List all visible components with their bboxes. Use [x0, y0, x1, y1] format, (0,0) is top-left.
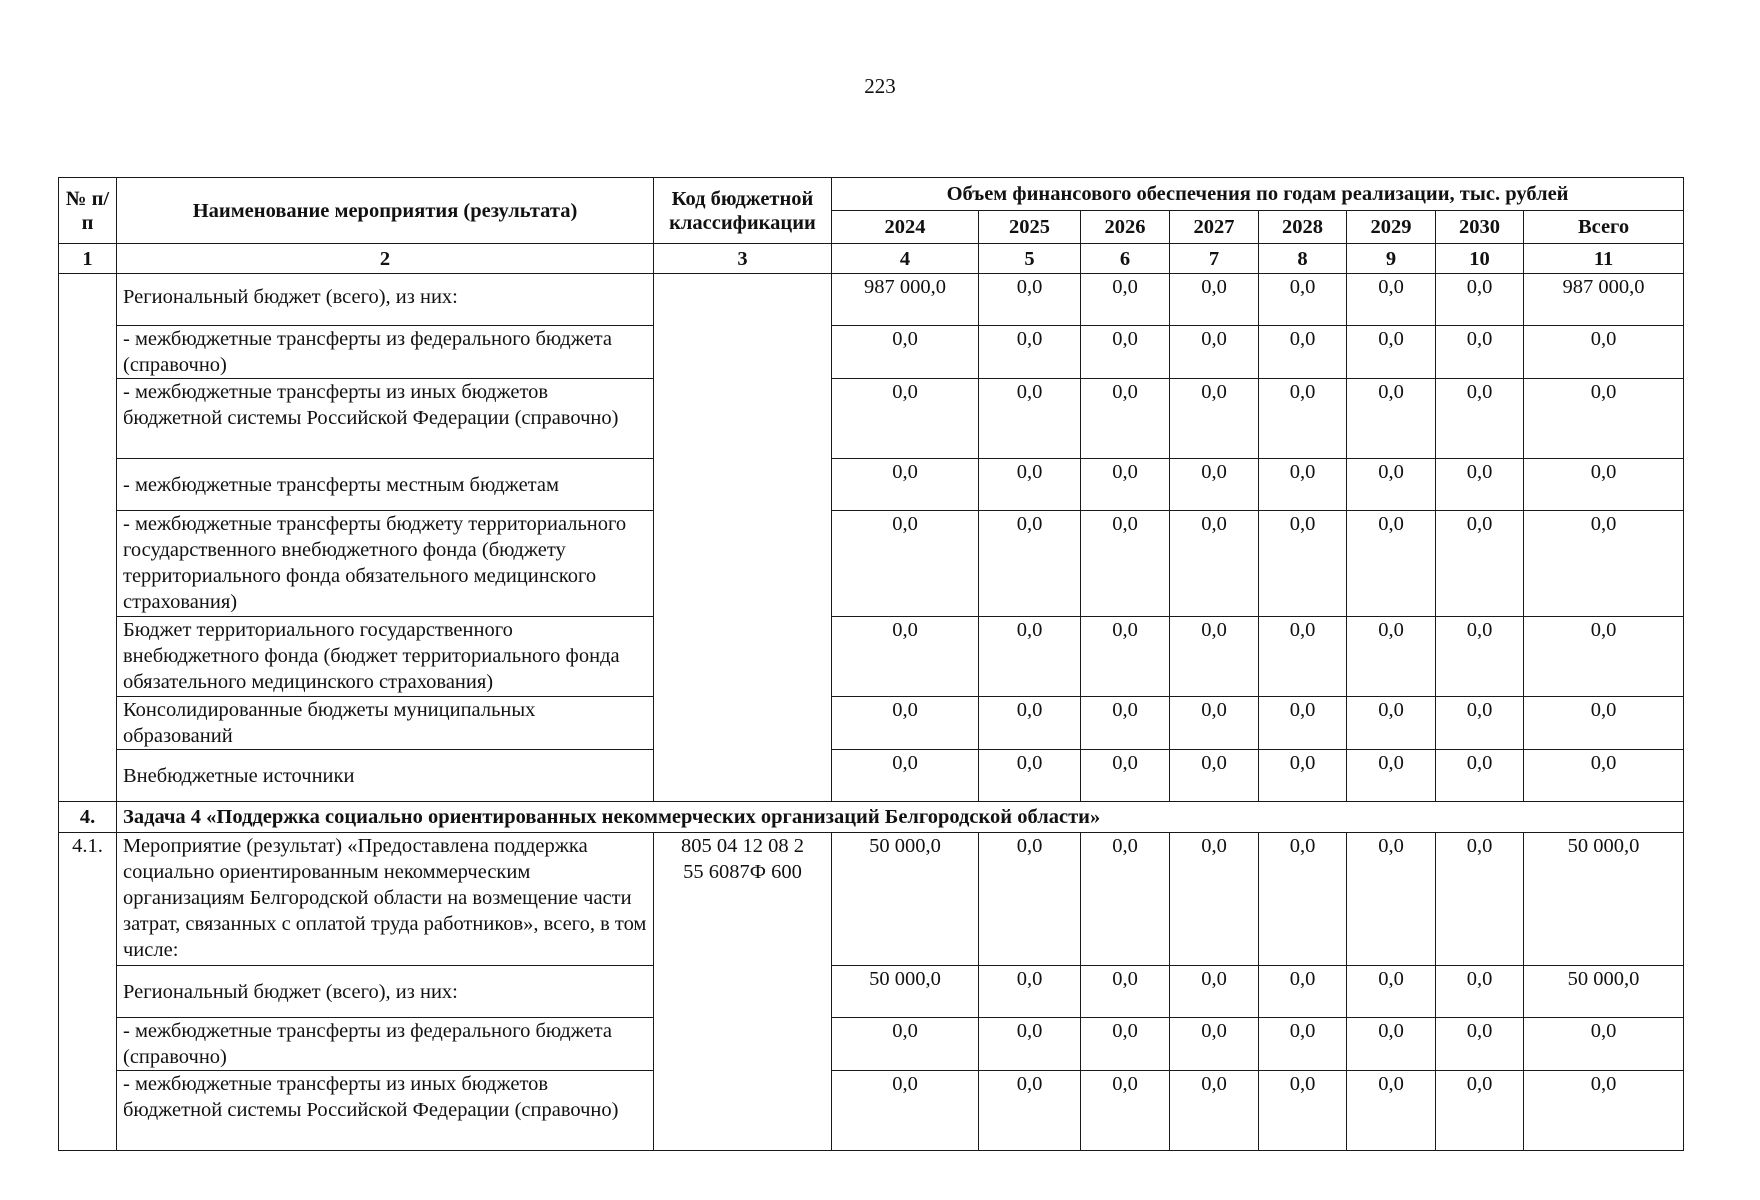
- value-cell: 0,0: [1081, 459, 1170, 511]
- budget-code: 805 04 12 08 2 55 6087Ф 600: [654, 833, 832, 1151]
- value-cell: 0,0: [1347, 274, 1436, 326]
- value-cell: 0,0: [832, 511, 979, 617]
- header-year: 2024: [832, 211, 979, 244]
- header-year: 2025: [979, 211, 1081, 244]
- value-cell: 0,0: [1436, 966, 1524, 1018]
- value-cell: 0,0: [1524, 511, 1684, 617]
- value-cell: 987 000,0: [832, 274, 979, 326]
- header-year: 2029: [1347, 211, 1436, 244]
- value-cell: 0,0: [1347, 833, 1436, 966]
- value-cell: 0,0: [832, 326, 979, 379]
- value-cell: 0,0: [1259, 326, 1347, 379]
- table-row: [59, 274, 1684, 326]
- value-cell: 50 000,0: [1524, 966, 1684, 1018]
- value-cell: 0,0: [1347, 326, 1436, 379]
- row-label: - межбюджетные трансферты из федерального бюджета (справочно): [117, 326, 654, 379]
- header-funding: Объем финансового обеспечения по годам реализации, тыс. рублей: [832, 178, 1684, 211]
- value-cell: 0,0: [1524, 1071, 1684, 1151]
- value-cell: 0,0: [979, 274, 1081, 326]
- value-cell: 0,0: [832, 697, 979, 750]
- value-cell: 0,0: [1436, 617, 1524, 697]
- table-row: [59, 326, 1684, 379]
- value-cell: 0,0: [979, 617, 1081, 697]
- value-cell: 0,0: [1259, 1018, 1347, 1071]
- row-label: Региональный бюджет (всего), из них:: [117, 966, 654, 1018]
- value-cell: 0,0: [1081, 1018, 1170, 1071]
- value-cell: 0,0: [1259, 833, 1347, 966]
- page-number: 223: [864, 74, 896, 98]
- header-year: 2028: [1259, 211, 1347, 244]
- column-number: 10: [1436, 244, 1524, 274]
- column-number: 7: [1170, 244, 1259, 274]
- value-cell: 0,0: [1347, 459, 1436, 511]
- task-row: [59, 802, 1684, 833]
- value-cell: 0,0: [832, 1018, 979, 1071]
- value-cell: 0,0: [1259, 697, 1347, 750]
- value-cell: 0,0: [1524, 697, 1684, 750]
- value-cell: 0,0: [1259, 617, 1347, 697]
- value-cell: 0,0: [1081, 750, 1170, 802]
- row-label: - межбюджетные трансферты бюджету территориального государственного внебюджетного фонда (бюджету территориального фонда обязательного медицинского страхования): [117, 511, 654, 617]
- value-cell: 0,0: [979, 697, 1081, 750]
- value-cell: 0,0: [1081, 617, 1170, 697]
- value-cell: 0,0: [1170, 326, 1259, 379]
- value-cell: 0,0: [1436, 1071, 1524, 1151]
- value-cell: 0,0: [1436, 274, 1524, 326]
- header-year: 2027: [1170, 211, 1259, 244]
- row-code-empty: [654, 274, 832, 802]
- value-cell: 0,0: [1347, 750, 1436, 802]
- value-cell: 0,0: [1436, 326, 1524, 379]
- value-cell: 0,0: [1347, 697, 1436, 750]
- row-label: Бюджет территориального государственного внебюджетного фонда (бюджет территориального фонда обязательного медицинского страхования): [117, 617, 654, 697]
- column-number: 2: [117, 244, 654, 274]
- value-cell: 0,0: [1170, 750, 1259, 802]
- value-cell: 987 000,0: [1524, 274, 1684, 326]
- column-numbers-row: [59, 244, 1684, 274]
- value-cell: 0,0: [1081, 833, 1170, 966]
- value-cell: 0,0: [1081, 274, 1170, 326]
- value-cell: 0,0: [1347, 1018, 1436, 1071]
- value-cell: 50 000,0: [832, 966, 979, 1018]
- row-label: - межбюджетные трансферты из иных бюджетов бюджетной системы Российской Федерации (справочно): [117, 379, 654, 459]
- value-cell: 0,0: [1347, 379, 1436, 459]
- header-year: 2026: [1081, 211, 1170, 244]
- value-cell: 0,0: [1170, 966, 1259, 1018]
- value-cell: 0,0: [1170, 1018, 1259, 1071]
- value-cell: 50 000,0: [832, 833, 979, 966]
- row-label: - межбюджетные трансферты из иных бюджетов бюджетной системы Российской Федерации (справочно): [117, 1071, 654, 1151]
- table-row: [59, 833, 1684, 966]
- value-cell: 0,0: [1436, 833, 1524, 966]
- value-cell: 0,0: [1259, 379, 1347, 459]
- value-cell: 0,0: [979, 1071, 1081, 1151]
- column-number: 8: [1259, 244, 1347, 274]
- value-cell: 0,0: [979, 459, 1081, 511]
- value-cell: 0,0: [1347, 1071, 1436, 1151]
- value-cell: 0,0: [1524, 1018, 1684, 1071]
- value-cell: 0,0: [1436, 511, 1524, 617]
- value-cell: 0,0: [979, 966, 1081, 1018]
- value-cell: 0,0: [979, 833, 1081, 966]
- value-cell: 0,0: [832, 1071, 979, 1151]
- value-cell: 0,0: [1259, 966, 1347, 1018]
- header-total: Всего: [1524, 211, 1684, 244]
- value-cell: 0,0: [832, 379, 979, 459]
- value-cell: 0,0: [1170, 1071, 1259, 1151]
- value-cell: 0,0: [1259, 459, 1347, 511]
- table-row: [59, 511, 1684, 617]
- table-row: [59, 966, 1684, 1018]
- row-label: Региональный бюджет (всего), из них:: [117, 274, 654, 326]
- value-cell: 0,0: [1170, 833, 1259, 966]
- column-number: 1: [59, 244, 117, 274]
- value-cell: 0,0: [1259, 274, 1347, 326]
- value-cell: 0,0: [1259, 1071, 1347, 1151]
- value-cell: 0,0: [1436, 750, 1524, 802]
- column-number: 6: [1081, 244, 1170, 274]
- value-cell: 0,0: [1081, 379, 1170, 459]
- header-num: № п/п: [59, 178, 117, 244]
- column-number: 11: [1524, 244, 1684, 274]
- header-code: Код бюджетной классификации: [654, 178, 832, 244]
- value-cell: 0,0: [832, 750, 979, 802]
- row-label: - межбюджетные трансферты из федерального бюджета (справочно): [117, 1018, 654, 1071]
- table-row: [59, 697, 1684, 750]
- task-title: Задача 4 «Поддержка социально ориентированных некоммерческих организаций Белгородской области»: [117, 802, 1684, 833]
- row-index-empty: [59, 274, 117, 802]
- value-cell: 0,0: [1524, 326, 1684, 379]
- value-cell: 0,0: [979, 326, 1081, 379]
- value-cell: 0,0: [1436, 379, 1524, 459]
- table-row: [59, 459, 1684, 511]
- column-number: 3: [654, 244, 832, 274]
- value-cell: 0,0: [979, 1018, 1081, 1071]
- value-cell: 0,0: [1347, 617, 1436, 697]
- task-index: 4.: [59, 802, 117, 833]
- table-row: [59, 1018, 1684, 1071]
- funding-table: [58, 177, 1684, 1151]
- value-cell: 0,0: [979, 750, 1081, 802]
- value-cell: 0,0: [1347, 966, 1436, 1018]
- value-cell: 0,0: [1347, 511, 1436, 617]
- value-cell: 0,0: [1436, 1018, 1524, 1071]
- value-cell: 0,0: [1170, 697, 1259, 750]
- table-row: [59, 617, 1684, 697]
- row-label: Мероприятие (результат) «Предоставлена поддержка социально ориентированным некоммерческим организациям Белгородской области на возмещение части затрат, связанных с оплатой труда работников», всего, в том числе:: [117, 833, 654, 966]
- value-cell: 0,0: [979, 511, 1081, 617]
- value-cell: 0,0: [1436, 697, 1524, 750]
- header-name: Наименование мероприятия (результата): [117, 178, 654, 244]
- value-cell: 0,0: [1170, 511, 1259, 617]
- value-cell: 0,0: [1170, 617, 1259, 697]
- column-number: 4: [832, 244, 979, 274]
- value-cell: 0,0: [1524, 617, 1684, 697]
- value-cell: 0,0: [1524, 459, 1684, 511]
- value-cell: 50 000,0: [1524, 833, 1684, 966]
- value-cell: 0,0: [832, 617, 979, 697]
- table-row: [59, 750, 1684, 802]
- value-cell: 0,0: [1170, 379, 1259, 459]
- value-cell: 0,0: [832, 459, 979, 511]
- row-label: Консолидированные бюджеты муниципальных образований: [117, 697, 654, 750]
- value-cell: 0,0: [1081, 1071, 1170, 1151]
- row-label: Внебюджетные источники: [117, 750, 654, 802]
- column-number: 9: [1347, 244, 1436, 274]
- measure-index: 4.1.: [59, 833, 117, 1151]
- value-cell: 0,0: [1259, 511, 1347, 617]
- column-number: 5: [979, 244, 1081, 274]
- value-cell: 0,0: [979, 379, 1081, 459]
- table-row: [59, 379, 1684, 459]
- row-label: - межбюджетные трансферты местным бюджетам: [117, 459, 654, 511]
- value-cell: 0,0: [1081, 697, 1170, 750]
- header-year: 2030: [1436, 211, 1524, 244]
- value-cell: 0,0: [1259, 750, 1347, 802]
- value-cell: 0,0: [1170, 274, 1259, 326]
- value-cell: 0,0: [1436, 459, 1524, 511]
- value-cell: 0,0: [1170, 459, 1259, 511]
- value-cell: 0,0: [1081, 326, 1170, 379]
- value-cell: 0,0: [1524, 750, 1684, 802]
- value-cell: 0,0: [1524, 379, 1684, 459]
- value-cell: 0,0: [1081, 966, 1170, 1018]
- table-row: [59, 1071, 1684, 1151]
- value-cell: 0,0: [1081, 511, 1170, 617]
